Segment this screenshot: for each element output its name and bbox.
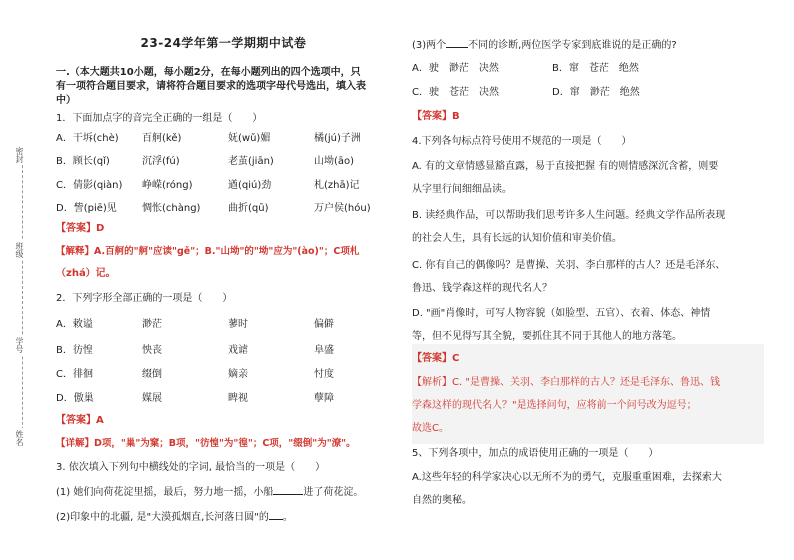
q1-a-3: 妩(wǔ)媚 [228, 133, 271, 144]
q1-d-4: 万户侯(hóu) [314, 203, 371, 214]
q2-c-3: 嫡亲 [228, 369, 248, 380]
q1-row-a [56, 132, 361, 146]
q2-b-1: B．彷惶 [56, 345, 93, 356]
q3-options-row2 [412, 86, 640, 100]
q3-option-d: D．窜 渺茫 绝然 [552, 87, 640, 98]
q4-answer: 【答案】C [412, 353, 460, 364]
q3-sentence2-b: 。 [282, 512, 293, 523]
q3-options-row1 [412, 62, 639, 76]
binding-label-seal: 密封 [15, 147, 24, 163]
q1-row-b [56, 155, 354, 169]
q1-b-4: 山坳(āo) [314, 156, 355, 167]
section1-line3: 中） [56, 95, 76, 106]
binding-label-student-no: 学号 [15, 337, 24, 353]
q4-option-d-line1: D. "画"肖像时，可写人物容貌（如脸型、五官）、衣着、体态、神情 [412, 308, 711, 319]
q2-row-d [56, 392, 334, 406]
q2-b-3: 戏谑 [228, 345, 248, 356]
q3-option-b: B．窜 苍茫 绝然 [552, 63, 639, 74]
q4-option-c-line2: 鲁迅、钱学森这样的现代名人？ [412, 283, 552, 294]
q1-c-1: C．倩影(qiàn) [56, 180, 123, 191]
q2-stem: 2．下列字形全部正确的一项是（ ） [56, 293, 233, 304]
q3-sentence2 [56, 510, 293, 525]
q2-a-1: A．敕谥 [56, 319, 93, 330]
binding-dashed-line [22, 150, 23, 440]
q4-answer-box [412, 344, 764, 444]
q1-b-1: B．顾长(qǐ) [56, 156, 110, 167]
q2-explain: 【详解】D项，"巢"为窠；B项，"彷惶"为"徨"；C项，"缀倒"为"潦"。 [56, 438, 356, 449]
binding-label-class: 班级 [15, 242, 24, 258]
q1-a-2: 百舸(kě) [142, 133, 182, 144]
q1-row-d [56, 202, 371, 216]
q1-b-3: 老茧(jiān) [228, 156, 274, 167]
q3-sentence3-a: (3)两个 [412, 40, 447, 51]
q1-explain-line2: （zhá）记。 [56, 268, 116, 279]
q2-row-c [56, 368, 334, 382]
q2-c-2: 缀倒 [142, 369, 162, 380]
q3-blank1 [273, 485, 303, 495]
q4-option-d-line2: 等，但不见得写其全貌，要抓住其不同于其他人的地方落笔。 [412, 331, 682, 342]
q3-sentence1-b: 进了荷花淀。 [303, 487, 364, 498]
q2-row-a [56, 318, 334, 332]
binding-label-name: 姓名 [15, 430, 24, 446]
q1-d-2: 惆怅(chàng) [142, 203, 201, 214]
q3-sentence1 [56, 485, 363, 500]
section1-line1: 一.（本大题共10小题，每小题2分，在每小题列出的四个选项中，只 [56, 67, 361, 78]
q4-option-a-line1: A. 有的文章情感显豁直露，易于直接把握 有的则情感深沉含蓄，则要 [412, 161, 719, 172]
q2-d-4: 孽障 [314, 393, 334, 404]
q1-stem: 1．下面加点字的音完全正确的一组是（ ） [56, 113, 263, 124]
q3-option-c: C．驶 苍茫 决然 [412, 87, 499, 98]
q1-b-2: 沉浮(fú) [142, 156, 180, 167]
q5-stem: 5、下列各项中，加点的成语使用正确的一项是（ ） [412, 448, 659, 459]
q1-c-2: 峥嵘(róng) [142, 180, 193, 191]
q2-b-2: 怏丧 [142, 345, 162, 356]
q3-sentence2-a: (2)印象中的北疆, 是"大漠孤烟直,长河落日圆"的 [56, 512, 269, 523]
q2-answer: 【答案】A [56, 415, 104, 426]
q1-row-c [56, 179, 360, 193]
exam-title: 23-24学年第一学期期中试卷 [140, 36, 307, 50]
q1-d-3: 曲折(qū) [228, 203, 269, 214]
q4-option-c-line1: C. 你有自己的偶像吗？是曹操、关羽、李白那样的古人？还是毛泽东、 [412, 260, 726, 271]
q2-b-4: 阜盛 [314, 345, 334, 356]
q3-option-a: A．驶 渺茫 决然 [412, 63, 499, 74]
q3-sentence3 [412, 38, 677, 53]
binding-margin [0, 0, 46, 560]
q4-explain-line1: 【解析】C. "是曹操、关羽、李白那样的古人？还是毛泽东、鲁迅、钱 [412, 377, 720, 388]
section1-line2: 有一项符合题目要求，请将符合题目要求的选项字母代号选出，填入表 [56, 81, 366, 92]
q1-a-4: 橘(jú)子洲 [314, 133, 361, 144]
q2-a-2: 渺茫 [142, 319, 162, 330]
q2-c-1: C．徘徊 [56, 369, 93, 380]
q5-option-a-line1: A.这些年轻的科学家决心以无所不为的勇气，克服重重困难，去探索大 [412, 472, 722, 483]
q3-sentence3-b: 不同的诊断,两位医学专家到底谁说的是正确的? [468, 40, 677, 51]
q1-c-4: 札(zhā)记 [314, 180, 360, 191]
q1-explain-line1: 【解释】A.百舸的"舸"应读"gě"；B."山坳"的"坳"应为"(ào)"；C项札 [56, 246, 360, 257]
q2-a-3: 蓼时 [228, 319, 248, 330]
q2-c-4: 忖度 [314, 369, 334, 380]
q4-option-b-line2: 的社会人生，具有长远的认知价值和审美价值。 [412, 233, 622, 244]
q3-blank3 [446, 38, 468, 48]
q4-explain-line2: 学森这样的现代名人？"是选择问句，应将前一个问号改为逗号； [412, 400, 697, 411]
q4-explain-line3: 故选C。 [412, 423, 449, 434]
q1-answer: 【答案】D [56, 223, 105, 234]
q3-answer: 【答案】B [412, 111, 460, 122]
q1-a-1: A．干坼(chè) [56, 133, 119, 144]
q2-d-3: 睥视 [228, 393, 248, 404]
q3-blank2 [269, 510, 283, 520]
q2-d-1: D．傲巢 [56, 393, 94, 404]
q2-row-b [56, 344, 334, 358]
q2-d-2: 媒展 [142, 393, 162, 404]
q3-sentence1-a: (1) 她们向荷花淀里摇，最后，努力地一摇，小船 [56, 487, 274, 498]
q1-d-1: D．訾(piē)见 [56, 203, 117, 214]
q1-c-3: 遒(qiú)劲 [228, 180, 272, 191]
q2-a-4: 偏僻 [314, 319, 334, 330]
q4-option-a-line2: 从字里行间细细品读。 [412, 184, 512, 195]
q3-stem: 3. 依次填入下列句中横线处的字词, 最恰当的一项是（ ） [56, 462, 326, 473]
q5-option-a-line2: 自然的奥秘。 [412, 495, 472, 506]
q4-option-b-line1: B. 读经典作品，可以帮助我们思考许多人生问题。经典文学作品所表现 [412, 210, 726, 221]
q4-stem: 4.下列各句标点符号使用不规范的一项是（ ） [412, 136, 632, 147]
